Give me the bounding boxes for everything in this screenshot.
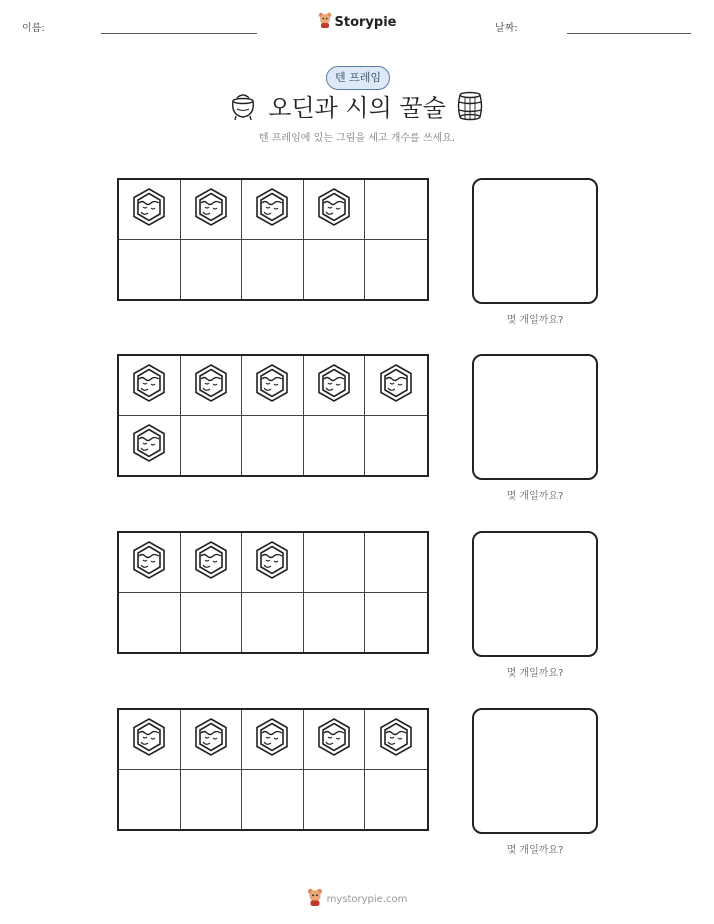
brand-logo xyxy=(0,12,714,32)
ten-frame-cell xyxy=(242,416,304,476)
ten-frame-cell xyxy=(365,710,427,770)
honeycomb-icon xyxy=(131,717,167,761)
honeycomb-icon xyxy=(193,717,229,761)
ten-frame-cell xyxy=(181,593,243,653)
ten-frame-cell xyxy=(365,593,427,653)
ten-frame-cell xyxy=(242,533,304,593)
honeycomb-icon xyxy=(378,717,414,761)
honeycomb-icon xyxy=(193,187,229,231)
ten-frame-cell xyxy=(119,533,181,593)
ten-frame-cell xyxy=(181,770,243,830)
bear-mascot-icon xyxy=(307,888,323,909)
ten-frame-cell xyxy=(304,770,366,830)
honeycomb-icon xyxy=(378,363,414,407)
date-label: 날짜: xyxy=(495,23,518,34)
answer-box[interactable] xyxy=(472,178,598,304)
ten-frame-cell xyxy=(365,533,427,593)
ten-frame-cell xyxy=(119,240,181,300)
ten-frame-cell xyxy=(181,710,243,770)
honeycomb-icon xyxy=(316,717,352,761)
ten-frame-cell xyxy=(181,533,243,593)
ten-frame-cell xyxy=(365,416,427,476)
ten-frame-cell xyxy=(181,180,243,240)
question-label: 몇 개일까요? xyxy=(506,491,564,502)
honeycomb-icon xyxy=(131,423,167,467)
ten-frame-cell xyxy=(304,180,366,240)
answer-box[interactable] xyxy=(472,531,598,657)
name-field[interactable] xyxy=(101,33,257,34)
ten-frame-cell xyxy=(304,416,366,476)
ten-frame-cell xyxy=(304,240,366,300)
ten-frame xyxy=(117,354,429,477)
ten-frame-cell xyxy=(119,710,181,770)
honeycomb-icon xyxy=(316,187,352,231)
answer-box[interactable] xyxy=(472,354,598,480)
barrel-icon xyxy=(455,91,485,125)
ten-frame-cell xyxy=(365,770,427,830)
brand-name: Storypie xyxy=(334,15,397,30)
ten-frame-badge: 텐 프레임 xyxy=(326,66,390,90)
ten-frame-cell xyxy=(304,356,366,416)
ten-frame-cell xyxy=(119,770,181,830)
name-label: 이름: xyxy=(22,23,45,34)
ten-frame-cell xyxy=(242,240,304,300)
honeycomb-icon xyxy=(193,540,229,584)
ten-frame-cell xyxy=(365,240,427,300)
footer-url[interactable]: mystorypie.com xyxy=(326,894,408,905)
honeycomb-icon xyxy=(254,363,290,407)
question-label: 몇 개일까요? xyxy=(506,668,564,679)
ten-frame-cell xyxy=(242,770,304,830)
ten-frame xyxy=(117,531,429,654)
ten-frame-cell xyxy=(181,240,243,300)
ten-frame-cell xyxy=(242,710,304,770)
ten-frame-cell xyxy=(119,593,181,653)
honeycomb-icon xyxy=(254,187,290,231)
honeycomb-icon xyxy=(254,717,290,761)
honeycomb-icon xyxy=(131,187,167,231)
question-label: 몇 개일까요? xyxy=(506,315,564,326)
date-field[interactable] xyxy=(567,33,691,34)
answer-box[interactable] xyxy=(472,708,598,834)
honeycomb-icon xyxy=(193,363,229,407)
ten-frame-cell xyxy=(242,356,304,416)
ten-frame xyxy=(117,708,429,831)
ten-frame-cell xyxy=(365,180,427,240)
question-label: 몇 개일까요? xyxy=(506,845,564,856)
ten-frame-cell xyxy=(181,356,243,416)
honeycomb-icon xyxy=(131,363,167,407)
honeycomb-icon xyxy=(316,363,352,407)
ten-frame-cell xyxy=(365,356,427,416)
ten-frame-cell xyxy=(242,593,304,653)
ten-frame-cell xyxy=(304,593,366,653)
page-title: 오딘과 시의 꿀술 xyxy=(268,94,446,122)
ten-frame-cell xyxy=(304,533,366,593)
honeycomb-icon xyxy=(131,540,167,584)
ten-frame-cell xyxy=(119,356,181,416)
ten-frame-cell xyxy=(242,180,304,240)
honeycomb-icon xyxy=(254,540,290,584)
ten-frame-cell xyxy=(304,710,366,770)
footer xyxy=(0,888,714,909)
ten-frame-cell xyxy=(119,416,181,476)
ten-frame-cell xyxy=(181,416,243,476)
bear-mascot-icon xyxy=(318,12,332,32)
ten-frame-cell xyxy=(119,180,181,240)
instructions: 텐 프레임에 있는 그림을 세고 개수를 쓰세요. xyxy=(258,133,456,144)
ten-frame xyxy=(117,178,429,301)
